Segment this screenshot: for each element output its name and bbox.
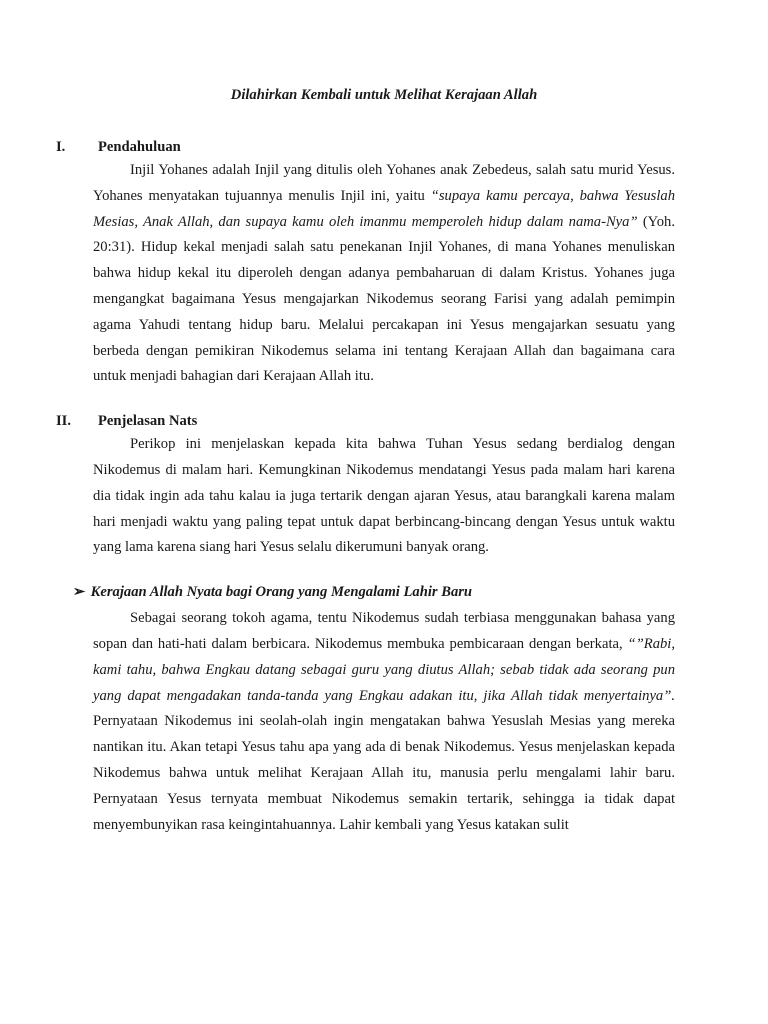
paragraph-pendahuluan bbox=[93, 158, 675, 390]
section-title: Penjelasan Nats bbox=[98, 413, 198, 430]
scripture-quote: “supaya kamu percaya, bahwa Yesuslah Mesias, Anak Allah, dan supaya kamu oleh imanmu memperoleh hidup dalam nama-Nya” bbox=[93, 187, 675, 230]
paragraph-penjelasan-nats: Perikop ini menjelaskan kepada kita bahwa Tuhan Yesus sedang berdialog dengan Nikodemus di malam hari. Kemungkinan Nikodemus mendatangi Yesus pada malam hari karena dia tidak ingin ada tahu kalau ia juga tertarik dengan ajaran Yesus, atau barangkali karena malam hari menjadi waktu yang paling tepat untuk dapat berbincang-bincang dengan Yesus untuk waktu yang lama karena siang hari Yesus selalu dikerumuni banyak orang. bbox=[93, 436, 675, 556]
paragraph-text: (Yoh. 20:31). Hidup kekal menjadi salah satu penekanan Injil Yohanes, di mana Yohanes menuliskan bahwa hidup kekal itu diperoleh dengan adanya pembaharuan di dalam Kristus. Yohanes juga mengangkat bagaimana Yesus mengajarkan Nikodemus seorang Farisi yang adalah pemimpin agama Yahudi tentang hidup baru. Melalui percakapan ini Yesus mengajarkan sesuatu yang berbeda dengan pemikiran Nikodemus selama ini tentang Kerajaan Allah dan bagaimana cara untuk menjadi bahagian dari Kerajaan Allah itu. bbox=[93, 213, 675, 385]
section-number: II. bbox=[56, 413, 72, 430]
spacer bbox=[93, 390, 675, 410]
document-title: Dilahirkan Kembali untuk Melihat Kerajaan Allah bbox=[230, 87, 538, 103]
paragraph-kerajaan-allah bbox=[93, 606, 675, 838]
section-heading-pendahuluan bbox=[56, 136, 675, 158]
section-number: I. bbox=[56, 139, 66, 155]
scripture-quote: “”Rabi, kami tahu, bahwa Engkau datang sebagai guru yang diutus Allah; sebab tidak ada seorang pun yang dapat mengadakan tanda-tanda yang Engkau adakan itu, jika Allah tidak menyertainya”. bbox=[93, 635, 675, 704]
spacer bbox=[93, 561, 675, 581]
document-page bbox=[56, 84, 675, 838]
section-heading-penjelasan-nats bbox=[56, 410, 675, 432]
paragraph-text: Sebagai seorang tokoh agama, tentu Nikodemus sudah terbiasa menggunakan bahasa yang sopan dan hati-hati dalam berbicara. Nikodemus membuka pembicaraan dengan berkata, bbox=[93, 610, 675, 652]
subsection-title: Kerajaan Allah Nyata bagi Orang yang Mengalami Lahir Baru bbox=[90, 584, 473, 601]
subsection-heading bbox=[73, 581, 675, 603]
paragraph-text: Pernyataan Nikodemus ini seolah-olah ingin mengatakan bahwa Yesuslah Mesias yang mereka nantikan itu. Akan tetapi Yesus tahu apa yang ada di benak Nikodemus. Yesus menjelaskan kepada Nikodemus bahwa untuk melihat Kerajaan Allah itu, manusia perlu mengalami lahir baru. Pernyataan Yesus ternyata membuat Nikodemus semakin tertarik, sehingga ia tidak dapat menyembunyikan rasa keingintahuannya. Lahir kembali yang Yesus katakan sulit bbox=[93, 713, 675, 833]
paragraph-text: Injil Yohanes adalah Injil yang ditulis oleh Yohanes anak Zebedeus, salah satu murid Yesus. Yohanes menyatakan tujuannya menulis Injil ini, yaitu bbox=[93, 162, 675, 204]
arrow-bullet-icon: ➢ bbox=[73, 584, 86, 601]
section-title: Pendahuluan bbox=[98, 139, 181, 155]
